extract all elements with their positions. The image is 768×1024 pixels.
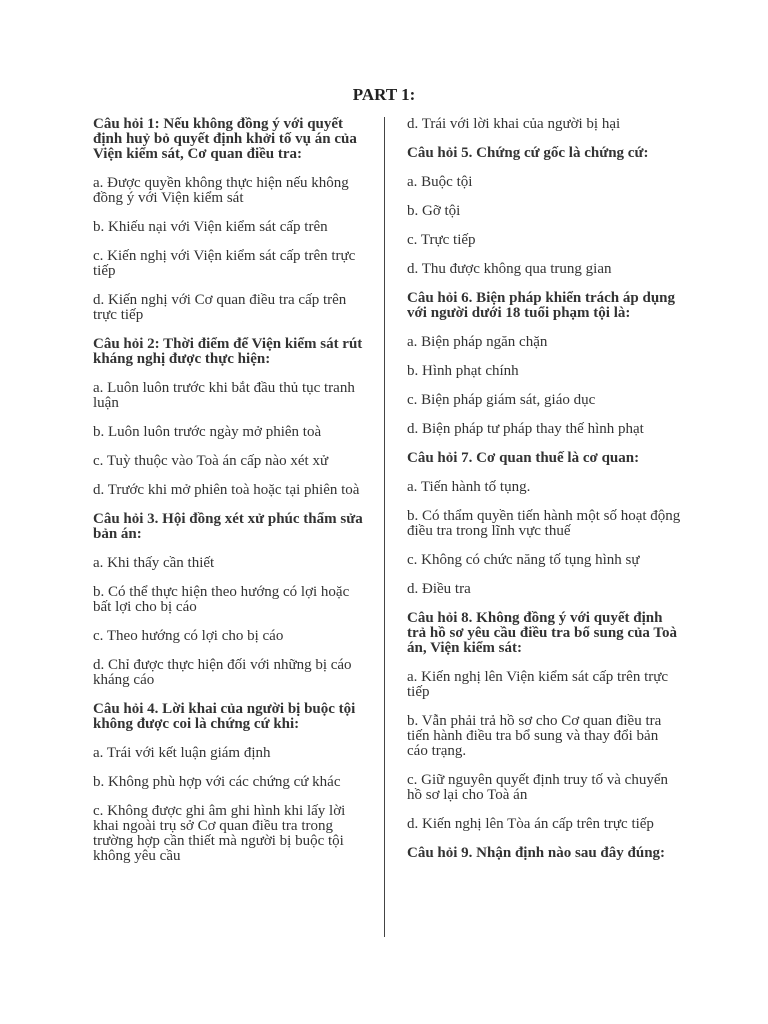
question-5-option-a: a. Buộc tội [407,174,473,190]
left-column [93,117,368,878]
question-2-option-b: b. Luôn luôn trước ngày mở phiên toà [93,424,322,440]
question-4-option-d: d. Trái với lời khai của người bị hại [407,116,621,132]
question-1-option-d: d. Kiến nghị với Cơ quan điều tra cấp trên trực tiếp [93,292,347,323]
question-6-option-a: a. Biện pháp ngăn chặn [407,334,548,350]
question-1: Câu hỏi 1: Nếu không đồng ý với quyết định huỷ bỏ quyết định khởi tố vụ án của Viện kiểm sát, Cơ quan điều tra: [93,116,357,162]
question-2: Câu hỏi 2: Thời điểm để Viện kiểm sát rút kháng nghị được thực hiện: [93,336,363,367]
question-8-option-d: d. Kiến nghị lên Tòa án cấp trên trực tiếp [407,816,654,832]
question-6: Câu hỏi 6. Biện pháp khiển trách áp dụng với người dưới 18 tuổi phạm tội là: [407,290,676,321]
question-6-option-d: d. Biện pháp tư pháp thay thế hình phạt [407,421,644,437]
question-8-option-c: c. Giữ nguyên quyết định truy tố và chuyển hồ sơ lại cho Toà án [407,772,668,803]
question-4-option-a: a. Trái với kết luận giám định [93,745,271,761]
question-5-option-c: c. Trực tiếp [407,232,476,248]
question-3-option-d: d. Chỉ được thực hiện đối với những bị cáo kháng cáo [93,657,352,688]
question-9: Câu hỏi 9. Nhận định nào sau đây đúng: [407,845,666,861]
page-title: PART 1: [352,85,416,104]
question-3-option-c: c. Theo hướng có lợi cho bị cáo [93,628,284,644]
question-3: Câu hỏi 3. Hội đồng xét xử phúc thẩm sửa bản án: [93,511,363,542]
question-7-option-d: d. Điều tra [407,581,471,597]
question-8: Câu hỏi 8. Không đồng ý với quyết định trả hồ sơ yêu cầu điều tra bổ sung của Toà án, Viện kiểm sát: [407,610,678,656]
question-1-option-c: c. Kiến nghị với Viện kiểm sát cấp trên trực tiếp [93,248,356,279]
question-5-option-d: d. Thu được không qua trung gian [407,261,612,277]
question-5-option-b: b. Gỡ tội [407,203,461,219]
question-8-option-b: b. Vẫn phải trả hồ sơ cho Cơ quan điều tra tiến hành điều tra bổ sung và thay đổi bản cáo trạng. [407,713,662,759]
question-2-option-a: a. Luôn luôn trước khi bắt đầu thủ tục tranh luận [93,380,355,411]
question-4-option-c: c. Không được ghi âm ghi hình khi lấy lời khai ngoài trụ sở Cơ quan điều tra trong trường hợp cần thiết mà người bị buộc tội không yêu cầu [93,803,346,864]
question-7-option-c: c. Không có chức năng tố tụng hình sự [407,552,640,568]
question-4-option-b: b. Không phù hợp với các chứng cứ khác [93,774,341,790]
question-6-option-b: b. Hình phạt chính [407,363,519,379]
question-3-option-a: a. Khi thấy cần thiết [93,555,215,571]
question-7-option-b: b. Có thẩm quyền tiến hành một số hoạt động điều tra trong lĩnh vực thuế [407,508,681,539]
question-6-option-c: c. Biện pháp giám sát, giáo dục [407,392,596,408]
question-1-option-b: b. Khiếu nại với Viện kiểm sát cấp trên [93,219,328,235]
question-8-option-a: a. Kiến nghị lên Viện kiểm sát cấp trên trực tiếp [407,669,669,700]
question-2-option-c: c. Tuỳ thuộc vào Toà án cấp nào xét xử [93,453,329,469]
question-7-option-a: a. Tiến hành tố tụng. [407,479,531,495]
question-1-option-a: a. Được quyền không thực hiện nếu không đồng ý với Viện kiểm sát [93,175,349,206]
column-divider [384,117,385,937]
question-5: Câu hỏi 5. Chứng cứ gốc là chứng cứ: [407,145,649,161]
question-2-option-d: d. Trước khi mở phiên toà hoặc tại phiên toà [93,482,360,498]
question-7: Câu hỏi 7. Cơ quan thuế là cơ quan: [407,450,640,466]
question-4: Câu hỏi 4. Lời khai của người bị buộc tội không được coi là chứng cứ khi: [93,701,356,732]
right-column [407,117,682,875]
question-3-option-b: b. Có thể thực hiện theo hướng có lợi hoặc bất lợi cho bị cáo [93,584,350,615]
